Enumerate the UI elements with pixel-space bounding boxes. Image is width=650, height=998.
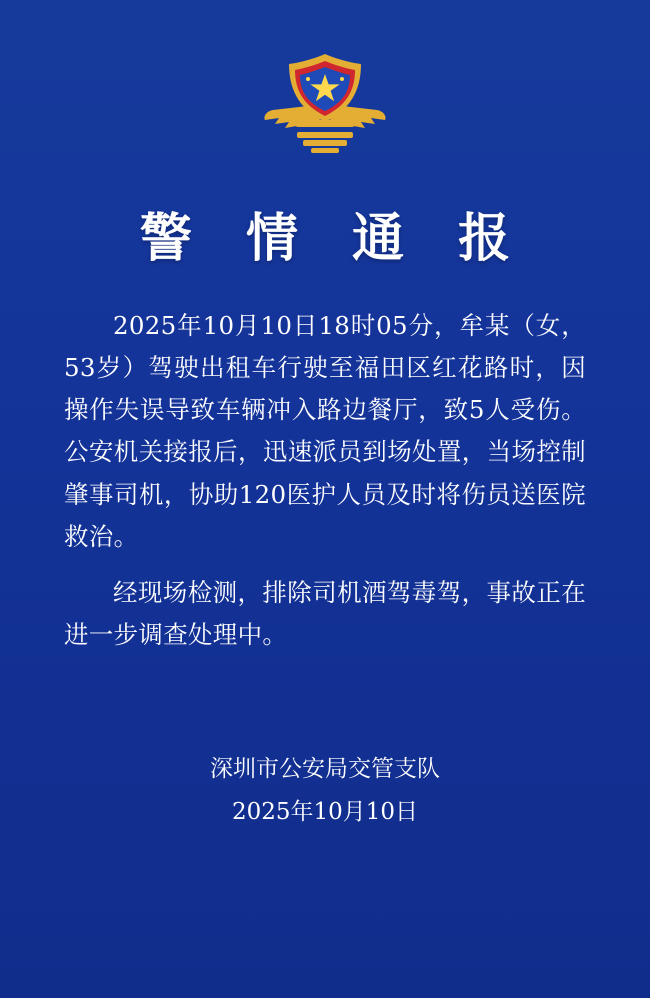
notice-paragraph-1: 2025年10月10日18时05分，牟某（女，53岁）驾驶出租车行驶至福田区红花路时，因操作失误导致车辆冲入路边餐厅，致5人受伤。公安机关接报后，迅速派员到场处置，当场控制肇事司机，协助120医护人员及时将伤员送医院救治。: [64, 311, 586, 551]
page-title: 警 情 通 报: [139, 208, 529, 269]
issue-date: 2025年10月10日: [231, 798, 419, 825]
issuer-name: 深圳市公安局交管支队: [210, 756, 440, 782]
china-police-emblem-icon: [259, 48, 391, 156]
emblem-container: [64, 0, 586, 168]
notice-paragraph-2: 经现场检测，排除司机酒驾毒驾，事故正在进一步调查处理中。: [64, 577, 586, 649]
signature-block: [64, 748, 586, 833]
notice-body: [64, 305, 586, 656]
